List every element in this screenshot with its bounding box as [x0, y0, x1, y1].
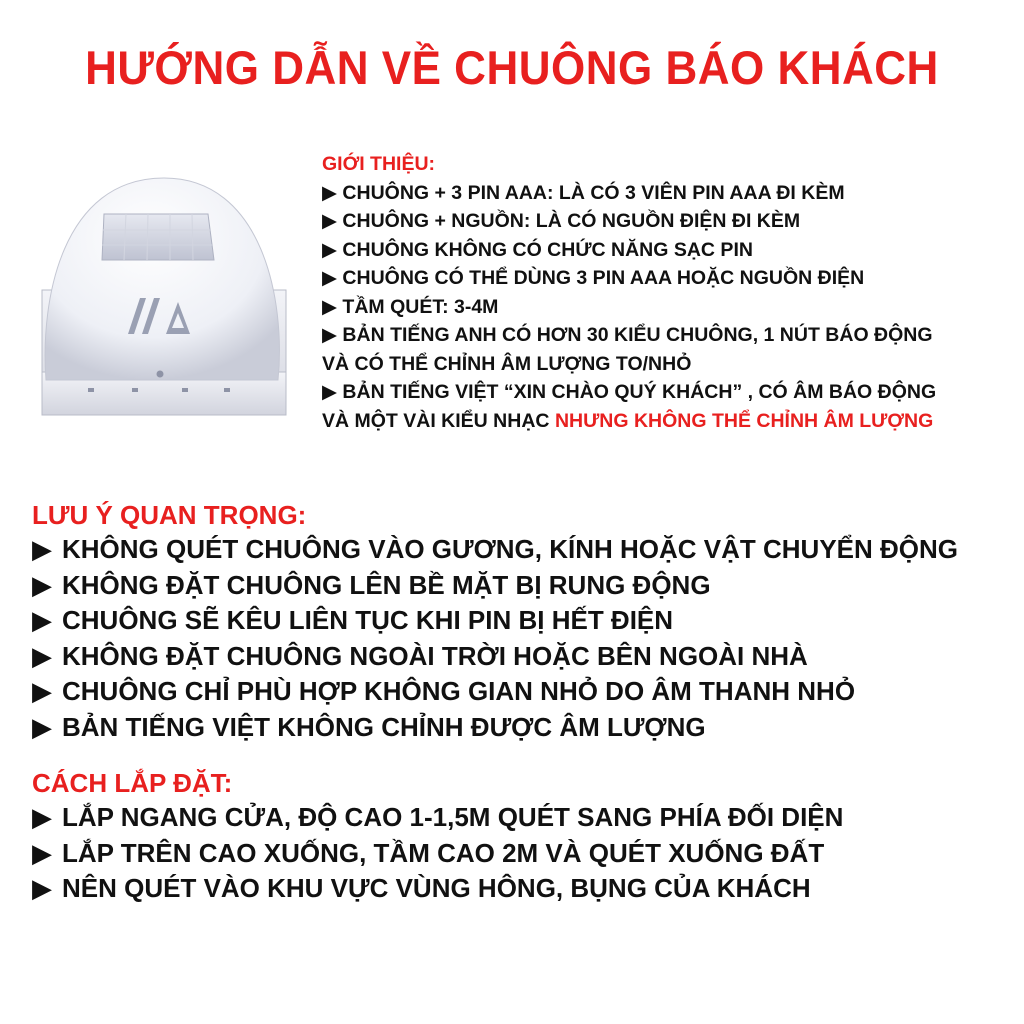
intro-item: ▶ CHUÔNG + 3 PIN AAA: LÀ CÓ 3 VIÊN PIN AAA ĐI KÈM: [322, 181, 845, 204]
note-item: ▶ CHUÔNG CHỈ PHÙ HỢP KHÔNG GIAN NHỎ DO ÂM THANH NHỎ: [32, 674, 1012, 710]
bullet-icon: ▶: [32, 640, 52, 671]
bullet-icon: ▶: [32, 569, 52, 600]
install-section: [32, 766, 1012, 907]
install-item: ▶ NÊN QUÉT VÀO KHU VỰC VÙNG HÔNG, BỤNG CỦA KHÁCH: [32, 871, 1012, 907]
intro-item-continued: VÀ CÓ THỂ CHỈNH ÂM LƯỢNG TO/NHỎ: [322, 352, 692, 375]
bullet-icon: ▶: [32, 873, 52, 903]
doorbell-sensor-image: [40, 150, 300, 430]
bullet-icon: ▶: [322, 210, 337, 232]
bullet-icon: ▶: [322, 381, 337, 403]
intro-item: ▶ TẦM QUÉT: 3-4M: [322, 295, 499, 318]
note-item: ▶ KHÔNG ĐẶT CHUÔNG LÊN BỀ MẶT BỊ RUNG ĐỘNG: [32, 568, 1012, 604]
intro-item: ▶ BẢN TIẾNG VIỆT “XIN CHÀO QUÝ KHÁCH” , CÓ ÂM BÁO ĐỘNG: [322, 381, 937, 403]
intro-item: ▶ BẢN TIẾNG ANH CÓ HƠN 30 KIỂU CHUÔNG, 1 NÚT BÁO ĐỘNG: [322, 324, 933, 346]
notes-heading: LƯU Ý QUAN TRỌNG:: [32, 500, 307, 530]
bullet-icon: ▶: [322, 267, 337, 289]
intro-heading: GIỚI THIỆU:: [322, 153, 436, 175]
bullet-icon: ▶: [32, 605, 52, 635]
notes-section: [32, 498, 1012, 745]
intro-section: [322, 150, 1012, 435]
note-item: ▶ CHUÔNG SẼ KÊU LIÊN TỤC KHI PIN BỊ HẾT ĐIỆN: [32, 603, 1012, 639]
bullet-icon: ▶: [32, 837, 52, 868]
install-heading: CÁCH LẮP ĐẶT:: [32, 768, 233, 798]
install-item: ▶ LẮP TRÊN CAO XUỐNG, TẦM CAO 2M VÀ QUÉT XUỐNG ĐẤT: [32, 836, 1012, 872]
bullet-icon: ▶: [32, 802, 52, 832]
bullet-icon: ▶: [322, 324, 337, 346]
bullet-icon: ▶: [322, 238, 337, 261]
intro-item: ▶ CHUÔNG KHÔNG CÓ CHỨC NĂNG SẠC PIN: [322, 238, 753, 261]
note-item: ▶ KHÔNG ĐẶT CHUÔNG NGOÀI TRỜI HOẶC BÊN NGOÀI NHÀ: [32, 639, 1012, 675]
bullet-icon: ▶: [32, 711, 52, 742]
page-title: HƯỚNG DẪN VỀ CHUÔNG BÁO KHÁCH: [85, 42, 939, 95]
bullet-icon: ▶: [322, 295, 337, 318]
note-item: ▶ KHÔNG QUÉT CHUÔNG VÀO GƯƠNG, KÍNH HOẶC VẬT CHUYỂN ĐỘNG: [32, 532, 1012, 568]
bullet-icon: ▶: [322, 181, 337, 204]
install-item: ▶ LẮP NGANG CỬA, ĐỘ CAO 1-1,5M QUÉT SANG PHÍA ĐỐI DIỆN: [32, 800, 1012, 836]
intro-item: ▶ CHUÔNG + NGUỒN: LÀ CÓ NGUỒN ĐIỆN ĐI KÈM: [322, 210, 801, 232]
warning-text: NHƯNG KHÔNG THỂ CHỈNH ÂM LƯỢNG: [554, 409, 934, 432]
intro-item: ▶ CHUÔNG CÓ THỂ DÙNG 3 PIN AAA HOẶC NGUỒN ĐIỆN: [322, 267, 865, 289]
intro-item-continued: VÀ MỘT VÀI KIỂU NHẠC NHƯNG KHÔNG THỂ CHỈNH ÂM LƯỢNG: [322, 409, 934, 432]
bullet-icon: ▶: [32, 534, 52, 564]
note-item: ▶ BẢN TIẾNG VIỆT KHÔNG CHỈNH ĐƯỢC ÂM LƯỢNG: [32, 710, 1012, 746]
bullet-icon: ▶: [32, 676, 52, 706]
